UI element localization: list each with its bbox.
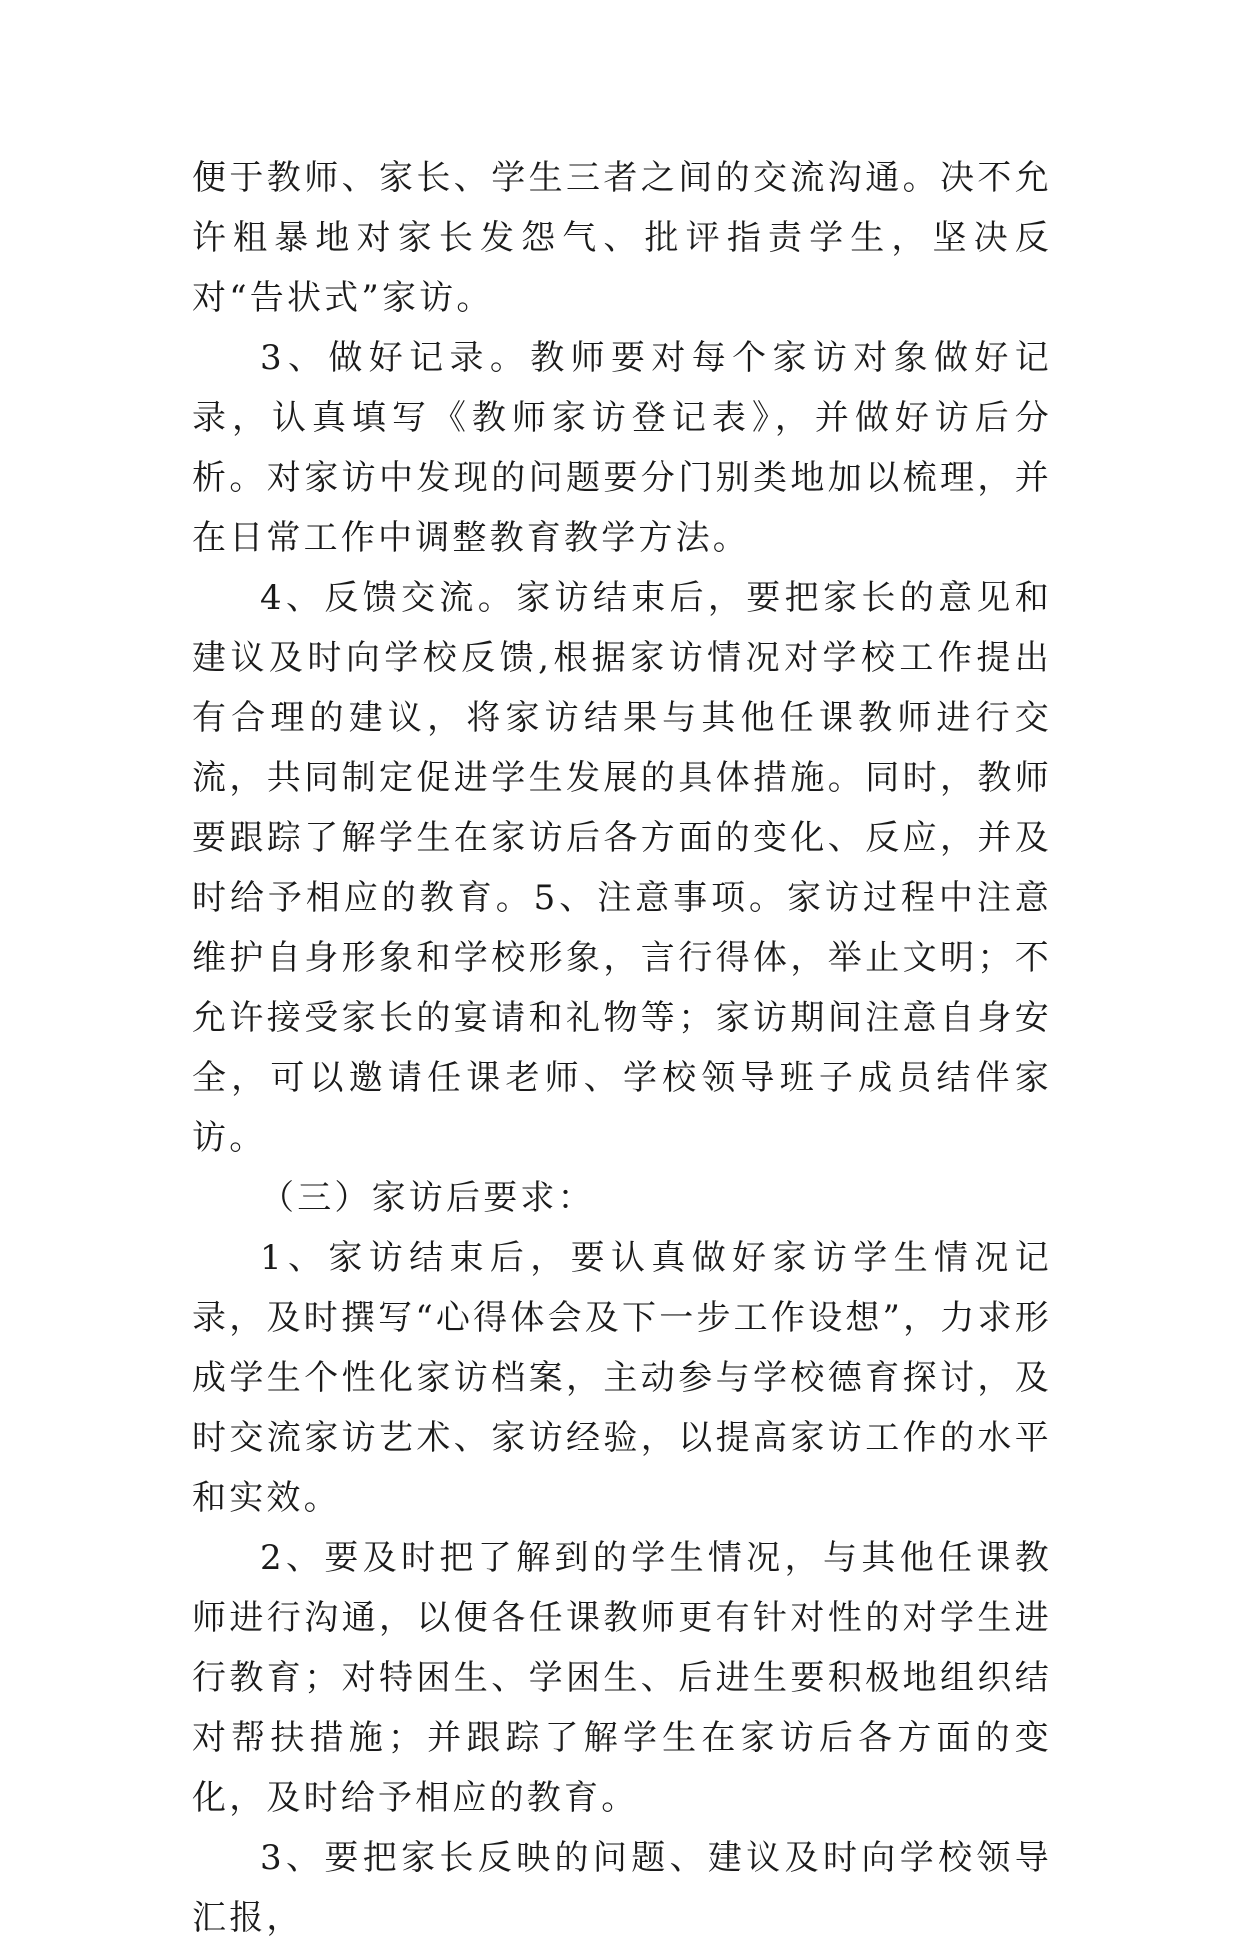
paragraph-report-to-leaders: 3、要把家长反映的问题、建议及时向学校领导汇报， bbox=[192, 1838, 1052, 1938]
paragraph-post-visit-record: 1、家访结束后，要认真做好家访学生情况记录，及时撰写“心得体会及下一步工作设想”，力求形成学生个性化家访档案，主动参与学校德育探讨，及时交流家访艺术、家访经验，以提高家访工作的水平和实效。 bbox=[192, 1238, 1052, 1518]
paragraph-record-keeping: 3、做好记录。教师要对每个家访对象做好记录，认真填写《教师家访登记表》，并做好访后分析。对家访中发现的问题要分门别类地加以梳理，并在日常工作中调整教育教学方法。 bbox=[192, 338, 1052, 558]
paragraph-teacher-communication: 2、要及时把了解到的学生情况，与其他任课教师进行沟通，以便各任课教师更有针对性的对学生进行教育；对特困生、学困生、后进生要积极地组织结对帮扶措施；并跟踪了解学生在家访后各方面的变化，及时给予相应的教育。 bbox=[192, 1538, 1052, 1818]
document-body bbox=[192, 148, 1052, 1948]
paragraph-feedback-and-precautions: 4、反馈交流。家访结束后，要把家长的意见和建议及时向学校反馈,根据家访情况对学校工作提出有合理的建议，将家访结果与其他任课教师进行交流，共同制定促进学生发展的具体措施。同时，教师要跟踪了解学生在家访后各方面的变化、反应，并及时给予相应的教育。5、注意事项。家访过程中注意维护自身形象和学校形象，言行得体，举止文明；不允许接受家长的宴请和礼物等；家访期间注意自身安全，可以邀请任课老师、学校领导班子成员结伴家访。 bbox=[192, 578, 1052, 1158]
section-heading-post-visit-requirements: （三）家访后要求： bbox=[260, 1178, 595, 1218]
paragraph-communication-conduct: 便于教师、家长、学生三者之间的交流沟通。决不允许粗暴地对家长发怨气、批评指责学生，坚决反对“告状式”家访。 bbox=[192, 158, 1052, 318]
